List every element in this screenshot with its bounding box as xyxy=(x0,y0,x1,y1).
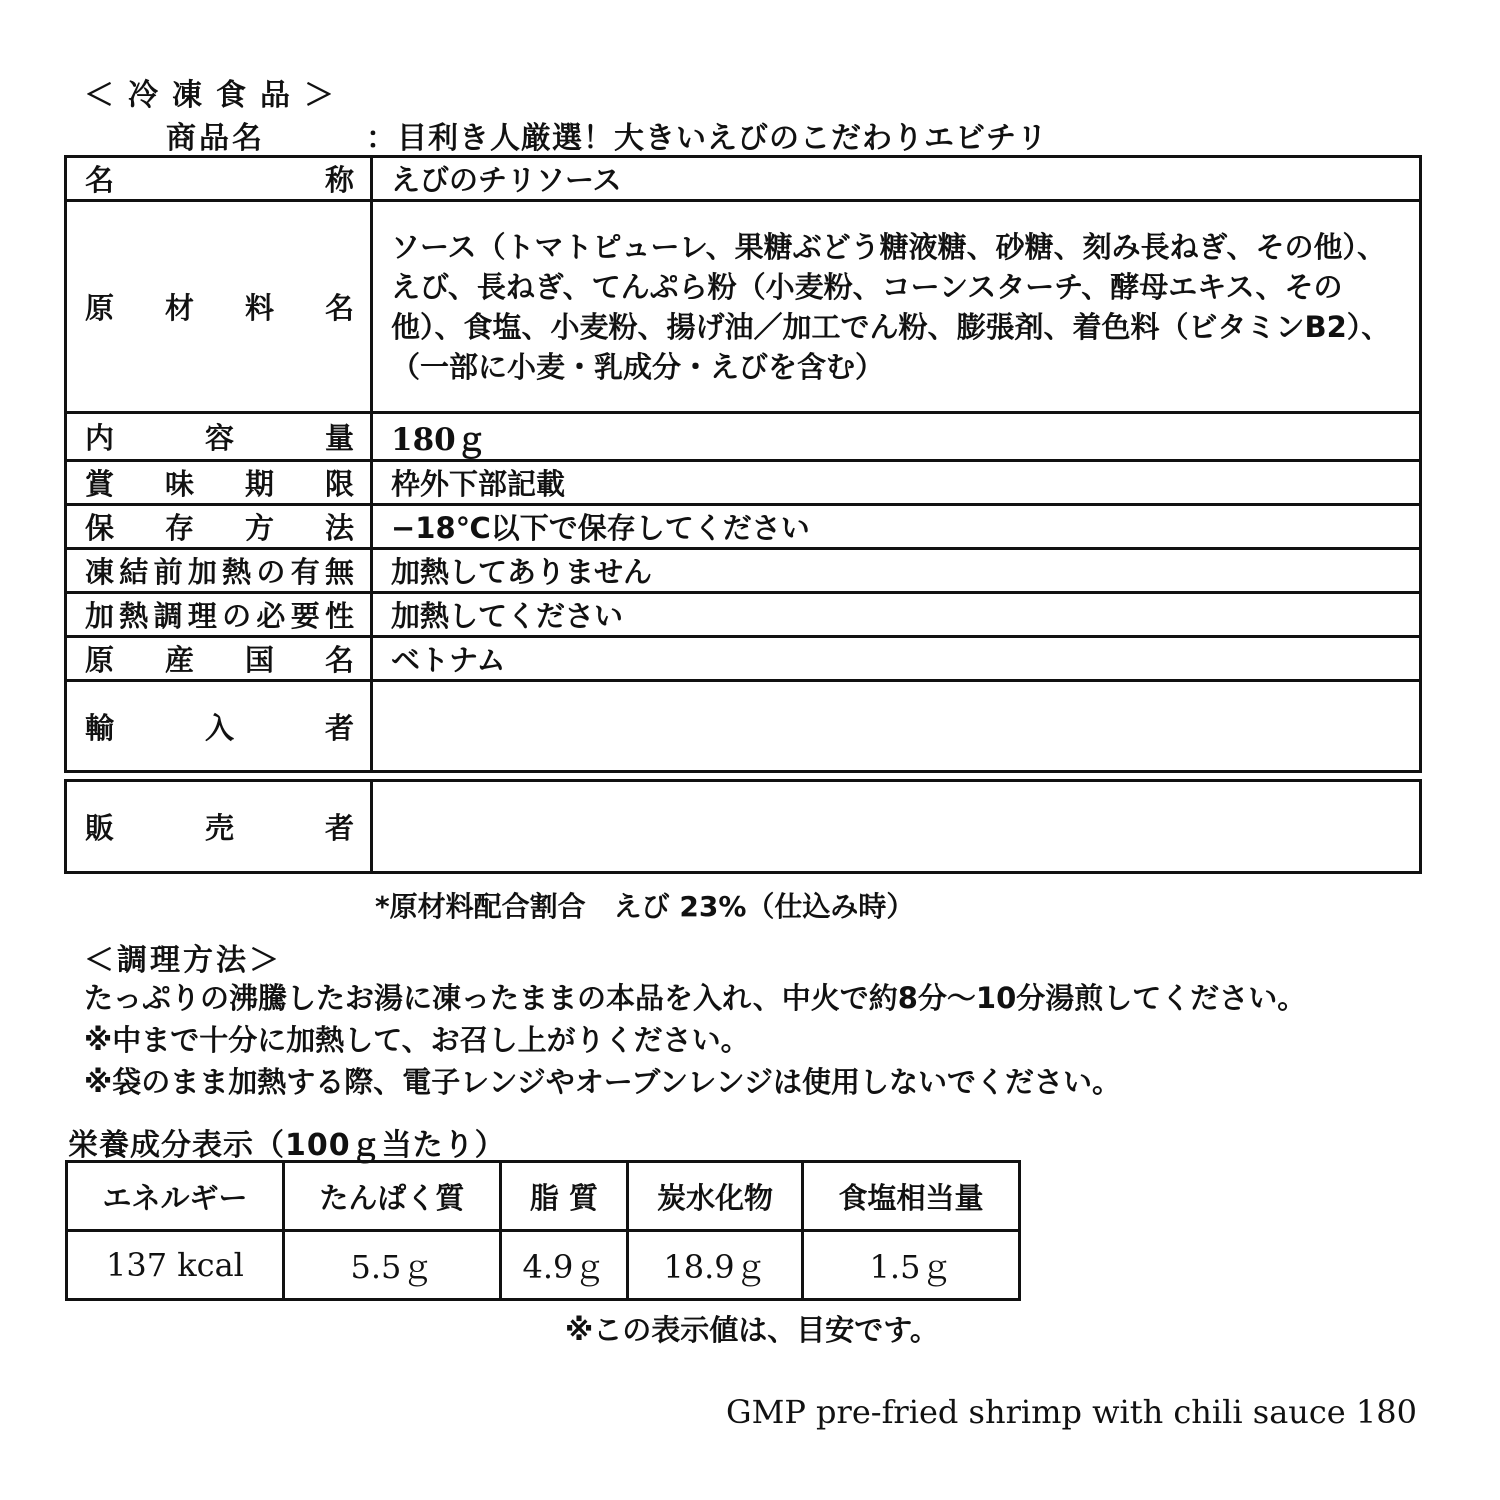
nutrition-note: ※この表示値は、目安です。 xyxy=(565,1313,939,1347)
nutrition-value-salt: 1.5ｇ xyxy=(803,1231,1020,1300)
label-row-origin xyxy=(66,637,1421,681)
label-row-importer xyxy=(66,681,1421,772)
row-label: 加熱調理の必要性 xyxy=(85,599,354,633)
ingredient-ratio-note: *原材料配合割合 えび 23%（仕込み時） xyxy=(375,890,915,923)
category-heading: ＜冷凍食品＞ xyxy=(84,78,348,113)
nutrition-value-fat: 4.9ｇ xyxy=(500,1231,627,1300)
label-row-storage xyxy=(66,505,1421,549)
ingredients-value: ソース（トマトピューレ、果糖ぶどう糖液糖、砂糖、刻み長ねぎ、その他）、えび、長ねぎ、てんぷら粉（小麦粉、コーンスターチ、酵母エキス、その他）、食塩、小麦粉、揚げ油／加工でん粉、膨張剤、着色料（ビタミンB2）、（一部に小麦・乳成分・えびを含む） xyxy=(372,201,1421,413)
nutrition-heading: 栄養成分表示（100ｇ当たり） xyxy=(68,1128,506,1163)
nutrition-value-energy: 137 kcal xyxy=(67,1231,284,1300)
label-row-net-weight xyxy=(66,413,1421,461)
nutrition-header-row xyxy=(67,1162,1020,1231)
label-row-seller xyxy=(66,781,1421,873)
cooking-line: ※中まで十分に加熱して、お召し上がりください。 xyxy=(84,1023,750,1057)
nutrition-header-carbohydrate: 炭水化物 xyxy=(628,1162,803,1231)
nutrition-value-row xyxy=(67,1231,1020,1300)
nutrition-header-protein: たんぱく質 xyxy=(283,1162,500,1231)
row-value: ベトナム xyxy=(372,637,1421,681)
row-label: 内容量 xyxy=(85,421,354,455)
label-row-cooking-required xyxy=(66,593,1421,637)
label-row-best-before xyxy=(66,461,1421,505)
label-row-name xyxy=(66,157,1421,201)
row-value: 枠外下部記載 xyxy=(372,461,1421,505)
nutrition-table xyxy=(65,1160,1021,1301)
row-label: 賞味期限 xyxy=(85,467,354,501)
cooking-line: ※袋のまま加熱する際、電子レンジやオーブンレンジは使用しないでください。 xyxy=(84,1065,1121,1099)
cooking-method-heading: ＜調理方法＞ xyxy=(84,943,282,978)
label-row-pre-freeze-heating xyxy=(66,549,1421,593)
row-value: 加熱してありません xyxy=(372,549,1421,593)
row-value: −18℃以下で保存してください xyxy=(372,505,1421,549)
nutrition-value-protein: 5.5ｇ xyxy=(283,1231,500,1300)
row-label: 輸入者 xyxy=(85,710,354,745)
product-name: ：目利き人厳選！大きいえびのこだわりエビチリ xyxy=(366,121,1048,156)
nutrition-header-energy: エネルギー xyxy=(67,1162,284,1231)
row-value: 180ｇ xyxy=(372,413,1421,461)
row-value: 加熱してください xyxy=(372,593,1421,637)
food-label-table xyxy=(64,155,1422,773)
row-label: 凍結前加熱の有無 xyxy=(85,555,354,589)
cooking-instructions xyxy=(84,977,1306,1103)
label-row-ingredients xyxy=(66,201,1421,413)
nutrition-value-carbohydrate: 18.9ｇ xyxy=(628,1231,803,1300)
row-label: 販売者 xyxy=(85,811,354,845)
row-value xyxy=(372,781,1421,873)
row-label: 保存方法 xyxy=(85,511,354,545)
row-label: 原産国名 xyxy=(85,643,354,677)
row-value xyxy=(372,681,1421,772)
seller-table xyxy=(64,779,1422,874)
nutrition-header-fat: 脂 質 xyxy=(500,1162,627,1231)
product-code-footer: GMP pre-fried shrimp with chili sauce 180 xyxy=(726,1393,1417,1431)
cooking-line: たっぷりの沸騰したお湯に凍ったままの本品を入れ、中火で約8分〜10分湯煎してください。 xyxy=(84,981,1307,1015)
row-label: 原材料名 xyxy=(85,291,354,325)
row-label: 名称 xyxy=(85,163,354,197)
row-value: えびのチリソース xyxy=(372,157,1421,201)
nutrition-header-salt: 食塩相当量 xyxy=(803,1162,1020,1231)
product-name-label: 商品名 xyxy=(166,121,265,156)
